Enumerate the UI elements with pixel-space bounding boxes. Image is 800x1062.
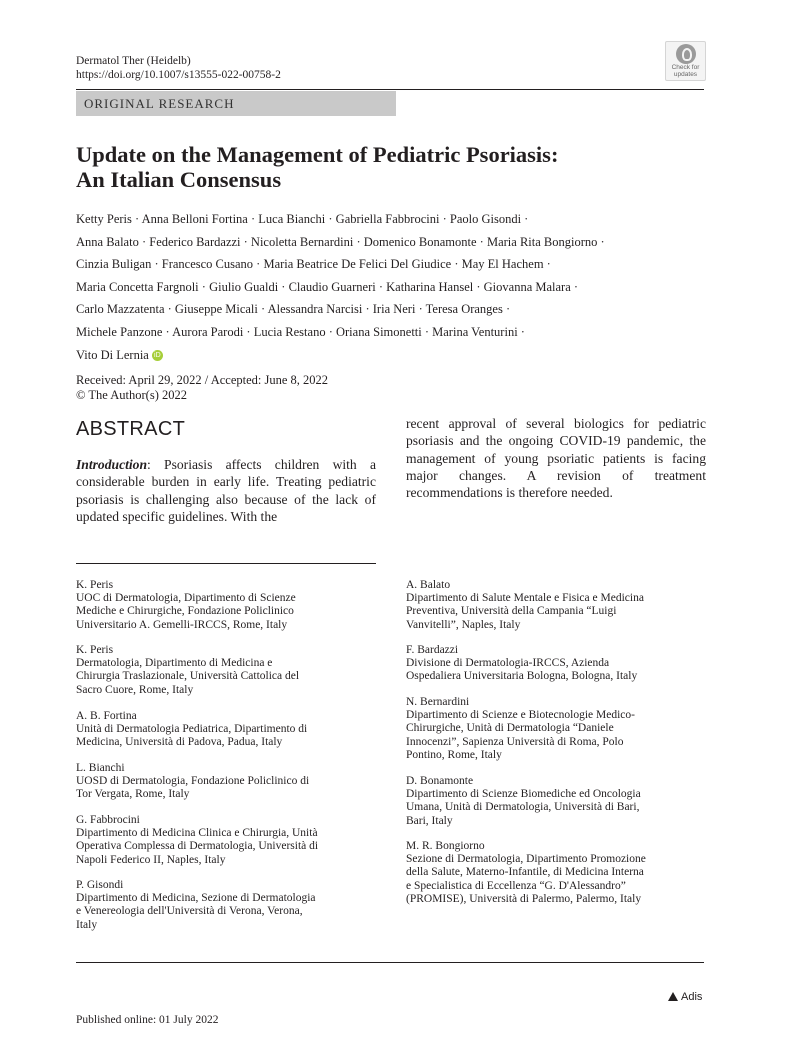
- affiliation-block: [406, 696, 706, 762]
- affiliation-line: della Salute, Materno-Infantile, di Medicina Interna: [406, 866, 644, 879]
- affiliation-author: N. Bernardini: [406, 696, 470, 708]
- affiliation-rule: [76, 563, 376, 564]
- affiliation-block: [406, 840, 706, 906]
- affiliation-author: K. Peris: [76, 579, 114, 591]
- author-line: Anna Balato · Federico Bardazzi · Nicoletta Bernardini · Domenico Bonamonte · Maria Rita Bongiorno ·: [76, 234, 605, 249]
- affiliation-author: F. Bardazzi: [406, 644, 459, 656]
- affiliation-line: Divisione di Dermatologia-IRCCS, Azienda: [406, 657, 610, 670]
- article-title: Update on the Management of Pediatric Psoriasis: An Italian Consensus: [76, 142, 559, 192]
- author-line: Cinzia Buligan · Francesco Cusano · Maria Beatrice De Felici Del Giudice · May El Hachem ·: [76, 257, 551, 272]
- affiliation-block: [76, 644, 376, 697]
- affiliation-author: D. Bonamonte: [406, 775, 474, 787]
- publisher-logo: [668, 991, 702, 1003]
- journal-header: [76, 54, 281, 82]
- article-dates: [76, 373, 328, 402]
- section-band: [76, 91, 396, 116]
- affiliation-line: Bari, Italy: [406, 814, 453, 827]
- affiliation-author: P. Gisondi: [76, 879, 124, 891]
- affiliation-block: [76, 710, 376, 750]
- received-accepted: Received: April 29, 2022 / Accepted: June 8, 2022: [76, 373, 329, 387]
- affiliation-author: M. R. Bongiorno: [406, 840, 485, 852]
- affiliation-line: Pontino, Rome, Italy: [406, 748, 502, 761]
- affiliation-block: [406, 644, 706, 684]
- affiliation-line: Sezione di Dermatologia, Dipartimento Promozione: [406, 853, 646, 866]
- author-line: Maria Concetta Fargnoli · Giulio Gualdi · Claudio Guarneri · Katharina Hansel · Giovanna Malara ·: [76, 279, 579, 294]
- affiliation-line: Dipartimento di Scienze e Biotecnologie Medico-: [406, 709, 635, 722]
- author-line: Carlo Mazzatenta · Giuseppe Micali · Alessandra Narcisi · Iria Neri · Teresa Oranges ·: [76, 302, 511, 317]
- affiliation-line: e Venereologia dell'Università di Verona, Verona,: [76, 905, 303, 918]
- affiliation-line: Chirurgiche, Unità di Dermatologia “Daniele: [406, 722, 614, 735]
- affiliation-block: [406, 775, 706, 828]
- affiliation-line: Dipartimento di Salute Mentale e Fisica e Medicina: [406, 592, 644, 605]
- publisher-name: Adis: [681, 991, 703, 1003]
- footer-rule: [76, 962, 704, 963]
- copyright: © The Author(s) 2022: [76, 387, 187, 402]
- author-list: [76, 208, 706, 366]
- affiliation-line: Innocenzi”, Sapienza Università di Roma, Polo: [406, 735, 624, 748]
- bookmark-icon: [676, 44, 696, 64]
- journal-name: Dermatol Ther (Heidelb): [76, 55, 191, 67]
- check-updates-label: Check for updates: [671, 64, 700, 78]
- check-for-updates-badge[interactable]: [665, 41, 706, 81]
- affiliation-author: K. Peris: [76, 644, 114, 656]
- author-line: Ketty Peris · Anna Belloni Fortina · Luca Bianchi · Gabriella Fabbrocini · Paolo Gisondi ·: [76, 212, 529, 226]
- affiliation-line: Unità di Dermatologia Pediatrica, Dipartimento di: [76, 723, 308, 736]
- affiliation-author: G. Fabbrocini: [76, 814, 140, 826]
- affiliation-block: [76, 579, 376, 632]
- affiliation-line: Dipartimento di Medicina, Sezione di Dermatologia: [76, 892, 316, 905]
- affiliation-line: Sacro Cuore, Rome, Italy: [76, 683, 194, 696]
- affiliation-line: Dipartimento di Scienze Biomediche ed Oncologia: [406, 788, 641, 801]
- affiliation-line: Ospedaliera Universitaria Bologna, Bologna, Italy: [406, 670, 638, 683]
- affiliation-line: Umana, Unità di Dermatologia, Università di Bari,: [406, 801, 640, 814]
- affiliation-line: (PROMISE), Università di Palermo, Palermo, Italy: [406, 892, 642, 905]
- affiliation-block: [76, 879, 376, 932]
- doi-link[interactable]: https://doi.org/10.1007/s13555-022-00758-2: [76, 69, 281, 81]
- affiliation-block: [406, 579, 706, 632]
- published-online: Published online: 01 July 2022: [76, 1014, 219, 1026]
- abstract-text-right: recent approval of several biologics for pediatric psoriasis and the ongoing COVID-19 pandemic, the management of young psoriatic patients is facing major changes. A revision of treatment recommendations is therefore needed.: [406, 416, 706, 501]
- author-line-last: Vito Di Lernia iD: [76, 344, 706, 367]
- affiliation-line: UOC di Dermatologia, Dipartimento di Scienze: [76, 592, 296, 605]
- affiliation-line: Dipartimento di Medicina Clinica e Chirurgia, Unità: [76, 827, 318, 840]
- affiliation-line: Operativa Complessa di Dermatologia, Università di: [76, 840, 319, 853]
- affiliation-block: [76, 762, 376, 802]
- abstract-heading: ABSTRACT: [76, 418, 186, 440]
- affiliation-line: Chirurgia Traslazionale, Università Cattolica del: [76, 670, 300, 683]
- affiliation-line: UOSD di Dermatologia, Fondazione Policlinico di: [76, 775, 310, 788]
- author-line: Michele Panzone · Aurora Parodi · Lucia Restano · Oriana Simonetti · Marina Venturini ·: [76, 324, 525, 339]
- affiliation-block: [76, 814, 376, 867]
- affiliation-line: Mediche e Chirurgiche, Fondazione Policlinico: [76, 605, 294, 618]
- affiliation-author: L. Bianchi: [76, 762, 125, 774]
- orcid-icon[interactable]: iD: [152, 350, 163, 361]
- affiliation-line: e Specialistica di Eccellenza “G. D'Alessandro”: [406, 879, 626, 892]
- affiliation-line: Universitario A. Gemelli-IRCCS, Rome, Italy: [76, 618, 288, 631]
- affiliation-author: A. B. Fortina: [76, 710, 137, 722]
- affiliation-line: Dermatologia, Dipartimento di Medicina e: [76, 657, 273, 670]
- affiliation-line: Tor Vergata, Rome, Italy: [76, 788, 190, 801]
- affiliation-line: Medicina, Università di Padova, Padua, Italy: [76, 736, 283, 749]
- affiliation-line: Preventiva, Università della Campania “Luigi: [406, 605, 617, 618]
- affiliation-author: A. Balato: [406, 579, 451, 591]
- affiliation-line: Vanvitelli”, Naples, Italy: [406, 618, 521, 631]
- section-label: ORIGINAL RESEARCH: [84, 96, 235, 111]
- affiliation-line: Napoli Federico II, Naples, Italy: [76, 853, 226, 866]
- header-rule: [76, 89, 704, 90]
- abstract-text-left: Introduction: Psoriasis affects children with a considerable burden in early life. Treating pediatric psoriasis is challenging also because of the lack of updated specific guidelines. With the: [76, 457, 376, 524]
- adis-triangle-icon: [668, 992, 678, 1001]
- affiliation-line: Italy: [76, 918, 98, 931]
- abstract-label: Introduction: [76, 457, 148, 472]
